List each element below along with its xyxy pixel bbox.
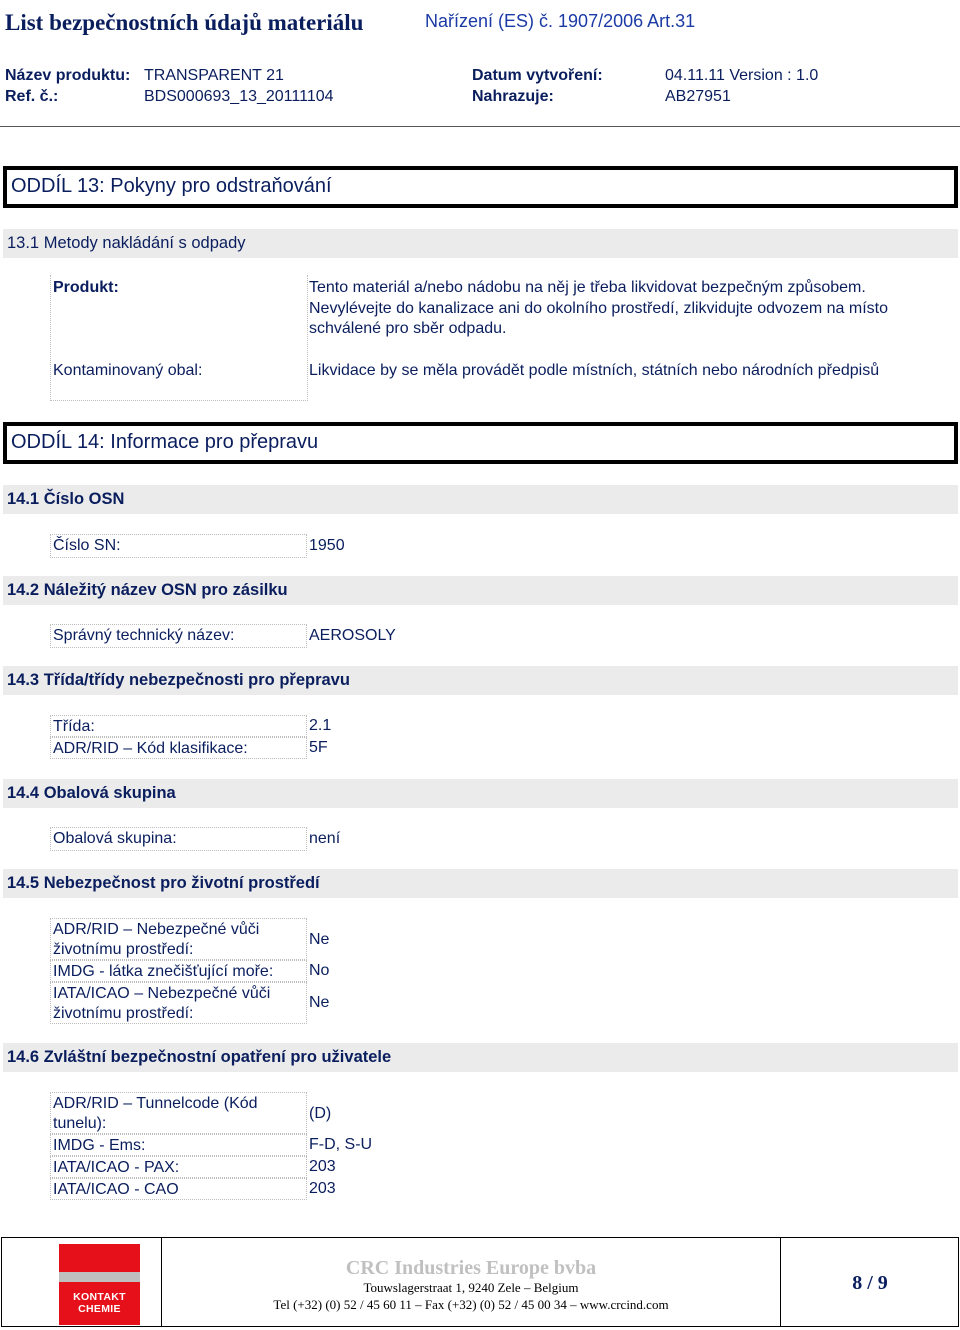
ref-value: BDS000693_13_20111104 bbox=[144, 88, 334, 105]
imdg-ems-value: F-D, S-U bbox=[309, 1136, 373, 1153]
section-14-6-heading: 14.6 Zvláštní bezpečnostní opatření pro uživatele bbox=[3, 1043, 958, 1072]
section-14-heading: ODDÍL 14: Informace pro přepravu bbox=[3, 422, 958, 464]
company-address: Touwslagerstraat 1, 9240 Zele – Belgium bbox=[363, 1280, 579, 1295]
iata-cao-label: IATA/ICAO - CAO bbox=[50, 1178, 307, 1200]
replaces-label: Nahrazuje: bbox=[472, 88, 554, 105]
page-footer bbox=[1, 1237, 959, 1327]
created-label: Datum vytvoření: bbox=[472, 67, 603, 84]
waste-packaging-text: Likvidace by se měla provádět podle místních, státních nebo národních předpisů bbox=[309, 362, 880, 379]
hazard-class-value: 2.1 bbox=[309, 717, 332, 734]
waste-product-text: Tento materiál a/nebo nádobu na něj je třeba likvidovat bezpečným způsobem. Nevylévejte do kanalizace ani do okolního prostředí, zlikvidujte odvozem na místo schválené pro sběr odpadu. bbox=[309, 279, 888, 337]
product-name-value: TRANSPARENT 21 bbox=[144, 67, 284, 84]
hazard-class-label: Třída: bbox=[50, 715, 307, 737]
footer-page-cell bbox=[780, 1238, 958, 1326]
logo-word-bottom: CHEMIE bbox=[78, 1303, 121, 1315]
un-number-label: Číslo SN: bbox=[50, 534, 307, 558]
created-value: 04.11.11 Version : 1.0 bbox=[665, 67, 819, 84]
tunnel-code-label: ADR/RID – Tunnelcode (Kód tunelu): bbox=[50, 1092, 307, 1134]
adr-environment-value: Ne bbox=[309, 931, 330, 948]
waste-product-label: Produkt: bbox=[53, 279, 119, 296]
iata-environment-label: IATA/ICAO – Nebezpečné vůči životnímu prostředí: bbox=[50, 982, 307, 1024]
iata-environment-value: Ne bbox=[309, 994, 330, 1011]
iata-pax-value: 203 bbox=[309, 1158, 336, 1175]
company-contact: Tel (+32) (0) 52 / 45 60 11 – Fax (+32) (0) 52 / 45 00 34 – www.crcind.com bbox=[273, 1297, 669, 1312]
iata-cao-value: 203 bbox=[309, 1180, 336, 1197]
footer-logo-cell bbox=[2, 1238, 162, 1326]
un-number-value: 1950 bbox=[309, 537, 345, 554]
table-border-left bbox=[50, 275, 51, 401]
product-name-label: Název produktu: bbox=[5, 67, 131, 84]
regulation-reference: Nařízení (ES) č. 1907/2006 Art.31 bbox=[425, 11, 696, 31]
shipping-name-value: AEROSOLY bbox=[309, 627, 396, 644]
imdg-pollutant-value: No bbox=[309, 962, 330, 979]
iata-pax-label: IATA/ICAO - PAX: bbox=[50, 1156, 307, 1178]
tunnel-code-value: (D) bbox=[309, 1105, 332, 1122]
section-14-4-heading: 14.4 Obalová skupina bbox=[3, 779, 958, 808]
imdg-ems-label: IMDG - Ems: bbox=[50, 1134, 307, 1156]
packing-group-value: není bbox=[309, 830, 341, 847]
logo-word-top: KONTAKT bbox=[73, 1291, 126, 1303]
section-14-2-heading: 14.2 Náležitý název OSN pro zásilku bbox=[3, 576, 958, 605]
imdg-pollutant-label: IMDG - látka znečišťující moře: bbox=[50, 960, 307, 982]
adr-classification-label: ADR/RID – Kód klasifikace: bbox=[50, 737, 307, 759]
section-14-1-heading: 14.1 Číslo OSN bbox=[3, 485, 958, 514]
page-number: 8 / 9 bbox=[852, 1272, 888, 1294]
kontakt-chemie-logo bbox=[59, 1244, 140, 1325]
logo-band bbox=[59, 1272, 140, 1282]
section-14-3-heading: 14.3 Třída/třídy nebezpečnosti pro přepravu bbox=[3, 666, 958, 695]
company-name: CRC Industries Europe bvba bbox=[345, 1257, 597, 1279]
table-border-bottom bbox=[50, 400, 308, 401]
waste-packaging-label: Kontaminovaný obal: bbox=[53, 362, 203, 379]
table-border-mid bbox=[307, 275, 308, 401]
section-13-1-heading: 13.1 Metody nakládání s odpady bbox=[3, 229, 958, 258]
section-13-heading: ODDÍL 13: Pokyny pro odstraňování bbox=[3, 166, 958, 208]
document-title: List bezpečnostních údajů materiálu bbox=[5, 10, 364, 35]
replaces-value: AB27951 bbox=[665, 88, 731, 105]
adr-environment-label: ADR/RID – Nebezpečné vůči životnímu prostředí: bbox=[50, 918, 307, 960]
ref-label: Ref. č.: bbox=[5, 88, 59, 105]
shipping-name-label: Správný technický název: bbox=[50, 624, 307, 648]
adr-classification-value: 5F bbox=[309, 739, 328, 756]
section-14-5-heading: 14.5 Nebezpečnost pro životní prostředí bbox=[3, 869, 958, 898]
packing-group-label: Obalová skupina: bbox=[50, 827, 307, 851]
header-divider bbox=[0, 126, 960, 127]
